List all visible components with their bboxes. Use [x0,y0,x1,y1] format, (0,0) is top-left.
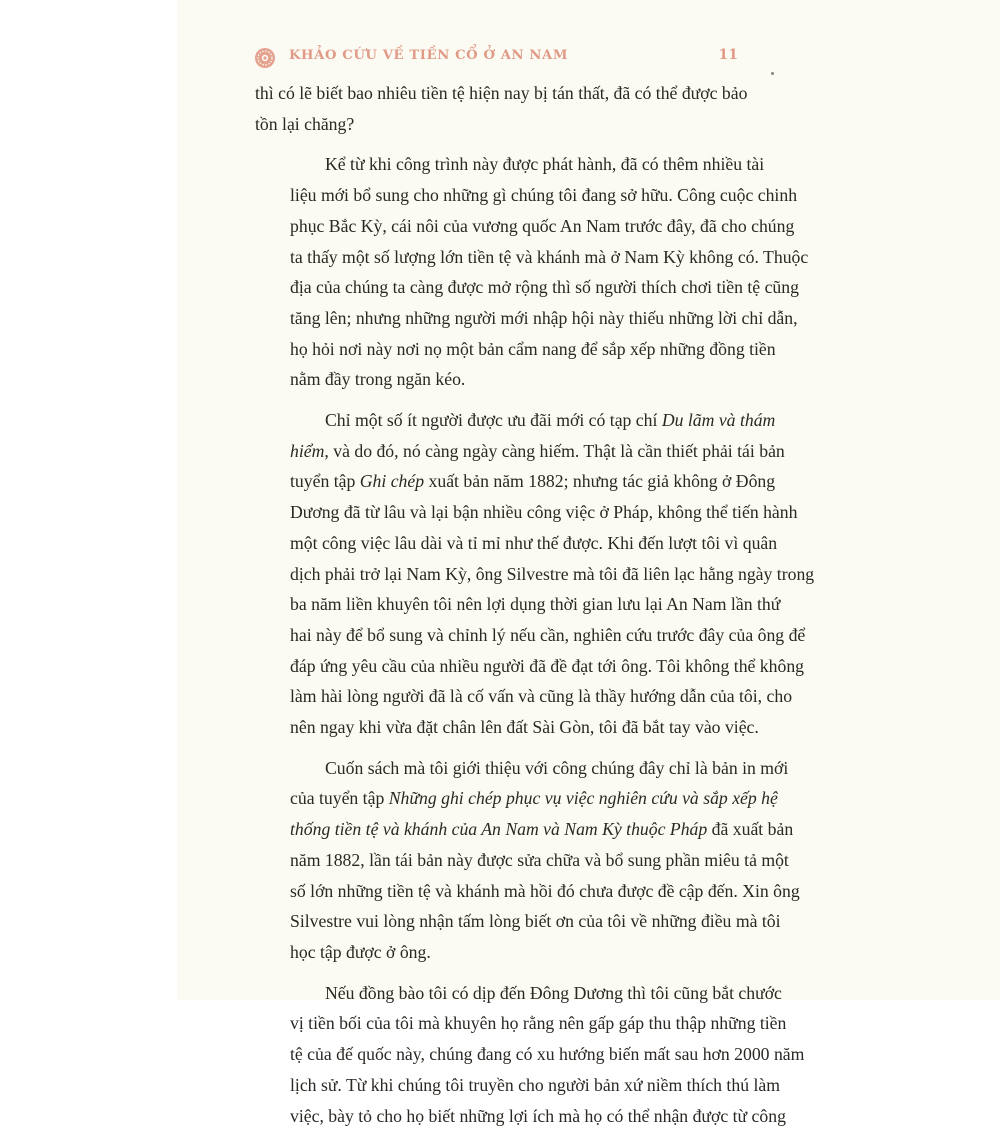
text-line: lịch sử. Từ khi chúng tôi truyền cho người bản xứ niềm thích thú làm [290,1074,780,1095]
running-title: KHẢO CỨU VỀ TIỀN CỔ Ở AN NAM [289,48,569,63]
italic-title: hiểm [290,440,325,461]
text-line: năm 1882, lần tái bản này được sửa chữa và bổ sung phần miêu tả một [290,849,789,870]
text-line: Nếu đồng bào tôi có dịp đến Đông Dương thì tôi cũng bắt chước [325,982,782,1003]
paragraph-2 [255,149,809,395]
text-line: hai này để bổ sung và chỉnh lý nếu cần, nghiên cứu trước đây của ông để [290,624,806,645]
text-line: của tuyển tập Những ghi chép phục vụ việc nghiên cứu và sắp xếp hệ [290,788,778,809]
text-line: một công việc lâu dài và tỉ mỉ như thế được. Khi đến lượt tôi vì quân [290,532,778,553]
text-line: Silvestre vui lòng nhận tấm lòng biết ơn của tôi về những điều mà tôi [290,911,781,932]
page-header [254,44,740,74]
italic-title: Những ghi chép phục vụ việc nghiên cứu và sắp xếp hệ [388,788,778,809]
text-line: hiểm, và do đó, nó càng ngày càng hiếm. Thật là cần thiết phải tái bản [290,440,785,461]
text-line: thì có lẽ biết bao nhiêu tiền tệ hiện nay bị tán thất, đã có thể được bảo [255,83,748,103]
text-line: tuyển tập Ghi chép xuất bản năm 1882; nhưng tác giả không ở Đông [290,471,776,492]
text-line: đáp ứng yêu cầu của nhiều người đã đề đạt tới ông. Tôi không thể không [290,655,805,676]
text-line: Cuốn sách mà tôi giới thiệu với công chúng đây chỉ là bản in mới [325,757,789,778]
text-line: nên ngay khi vừa đặt chân lên đất Sài Gòn, tôi đã bắt tay vào việc. [290,717,759,738]
paragraph-1 [255,78,748,139]
paragraph-4 [255,753,800,968]
text-line: địa của chúng ta càng được mở rộng thì số người thích chơi tiền tệ cũng [290,277,799,298]
text-line: học tập được ở ông. [290,941,431,962]
text-line: họ hỏi nơi này nơi nọ một bản cẩm nang để sắp xếp những đồng tiền [290,338,776,359]
italic-title: Ghi chép [359,471,425,492]
text-line: việc, bày tỏ cho họ biết những lợi ích mà họ có thể nhận được từ công [290,1105,786,1126]
text-line: nằm đầy trong ngăn kéo. [290,369,466,390]
text-line: vị tiền bối của tôi mà khuyên họ rằng nên gấp gáp thu thập những tiền [290,1013,787,1034]
paragraph-5 [255,978,805,1132]
body-text [255,78,815,1141]
text-line: tồn lại chăng? [255,113,355,134]
paragraph-3 [255,405,815,743]
paper-speck [771,72,774,75]
page-number: 11 [718,47,738,63]
text-line: ba năm liền khuyên tôi nên lợi dụng thời gian lưu lại An Nam lần thứ [290,594,781,615]
text-line: Kể từ khi công trình này được phát hành, đã có thêm nhiều tài [325,154,765,175]
text-line: số lớn những tiền tệ và khánh mà hồi đó chưa được đề cập đến. Xin ông [290,880,800,901]
text-line: làm hài lòng người đã là cố vấn và cũng là thầy hướng dẫn của tôi, cho [290,686,793,707]
text-line: ta thấy một số lượng lớn tiền tệ và khánh mà ở Nam Kỳ không có. Thuộc [290,246,809,267]
text-line: liệu mới bổ sung cho những gì chúng tôi đang sở hữu. Công cuộc chinh [290,185,798,206]
italic-title: thống tiền tệ và khánh của An Nam và Nam Kỳ thuộc Pháp [290,819,708,840]
text-line: tăng lên; nhưng những người mới nhập hội này thiếu những lời chỉ dẫn, [290,307,798,328]
coin-ornament-icon [254,47,276,69]
text-line: Dương đã từ lâu và lại bận nhiều công việc ở Pháp, không thể tiến hành [290,502,798,523]
text-line: phục Bắc Kỳ, cái nôi của vương quốc An Nam trước đây, đã cho chúng [290,215,795,236]
text-line: dịch phải trở lại Nam Kỳ, ông Silvestre mà tôi đã liên lạc hằng ngày trong [290,563,815,584]
italic-title: Du lãm và thám [661,410,776,431]
text-line: thống tiền tệ và khánh của An Nam và Nam Kỳ thuộc Pháp đã xuất bản [290,819,794,840]
text-line: Chỉ một số ít người được ưu đãi mới có tạp chí Du lãm và thám [325,410,776,431]
text-line: tệ của đế quốc này, chúng đang có xu hướng biến mất sau hơn 2000 năm [290,1044,805,1065]
